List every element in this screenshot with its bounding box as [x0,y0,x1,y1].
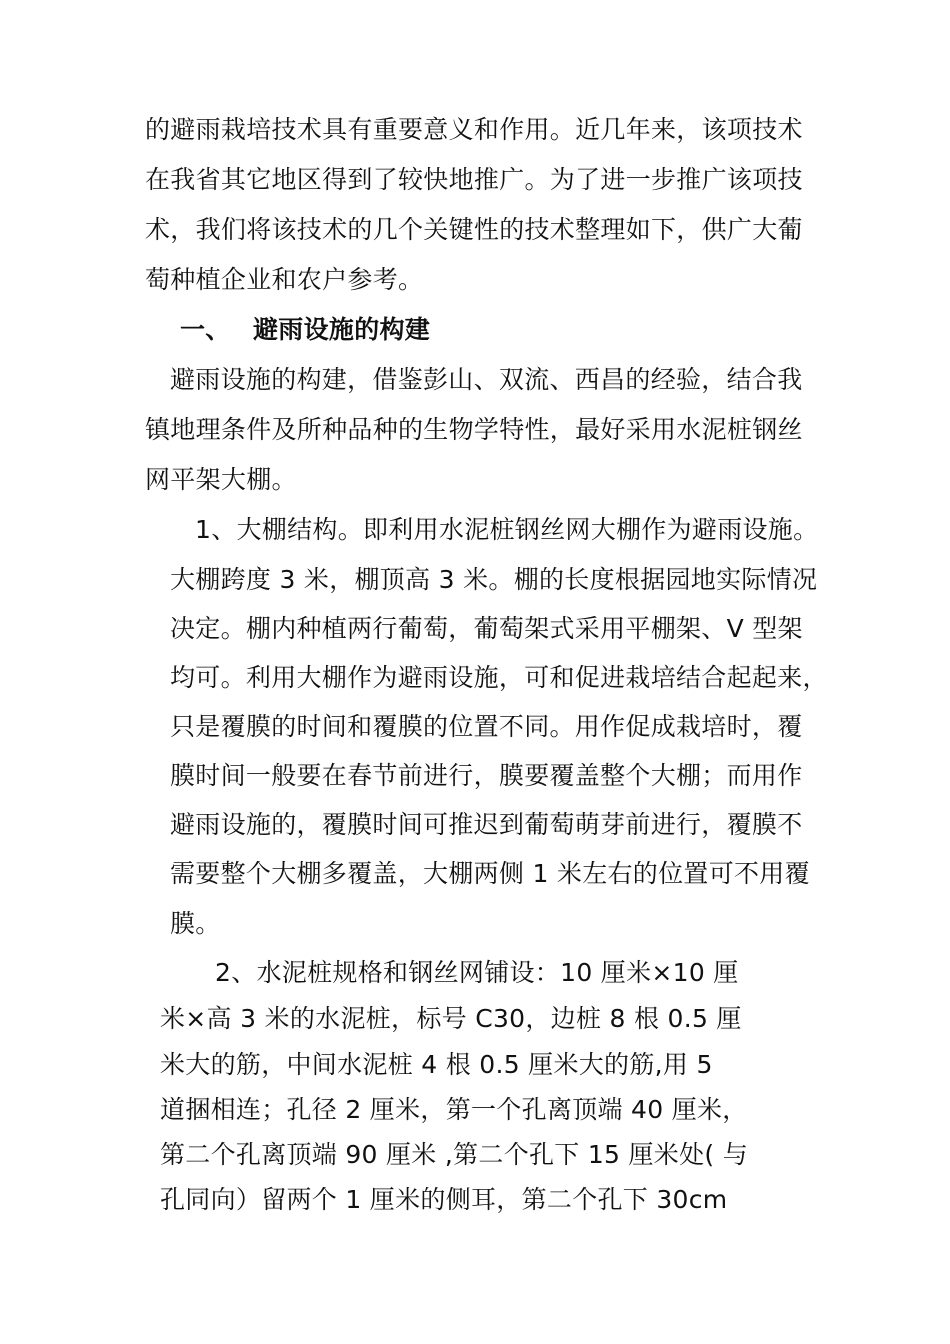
item2-line-3: 米大的筋，中间水泥桩 4 根 0.5 厘米大的筋,用 5 [160,1050,713,1079]
item2-line-2: 米×高 3 米的水泥桩，标号 C30，边桩 8 根 0.5 厘 [160,1004,742,1033]
section-line-2: 镇地理条件及所种品种的生物学特性，最好采用水泥桩钢丝 [145,415,803,444]
item2-line-1: 2、水泥桩规格和钢丝网铺设：10 厘米×10 厘 [215,958,739,987]
item1-line-3: 决定。棚内种植两行葡萄，葡萄架式采用平棚架、V 型架 [170,614,803,643]
item1-line-7: 避雨设施的，覆膜时间可推迟到葡萄萌芽前进行，覆膜不 [170,810,803,839]
item1-line-4: 均可。利用大棚作为避雨设施，可和促进栽培结合起起来， [170,663,828,692]
item2-line-5: 第二个孔离顶端 90 厘米 ,第二个孔下 15 厘米处( 与 [160,1140,749,1169]
section-heading-number: 一、 [180,315,231,344]
item1-line-1: 1、大棚结构。即利用水泥桩钢丝网大棚作为避雨设施。 [195,515,819,544]
item1-line-6: 膜时间一般要在春节前进行，膜要覆盖整个大棚；而用作 [170,761,803,790]
item2-line-4: 道捆相连；孔径 2 厘米，第一个孔离顶端 40 厘米， [160,1095,748,1124]
intro-line-4: 萄种植企业和农户参考。 [145,265,424,294]
item1-line-8: 需要整个大棚多覆盖，大棚两侧 1 米左右的位置可不用覆 [170,859,810,888]
intro-line-1: 的避雨栽培技术具有重要意义和作用。近几年来，该项技术 [145,115,803,144]
item1-line-9: 膜。 [170,909,221,938]
item1-line-2: 大棚跨度 3 米，棚顶高 3 米。棚的长度根据园地实际情况 [170,565,818,594]
item1-line-5: 只是覆膜的时间和覆膜的位置不同。用作促成栽培时，覆 [170,712,803,741]
item2-line-6: 孔同向）留两个 1 厘米的侧耳，第二个孔下 30cm [160,1185,728,1214]
section-heading-title: 避雨设施的构建 [253,315,431,344]
intro-line-3: 术，我们将该技术的几个关键性的技术整理如下，供广大葡 [145,215,803,244]
section-line-3: 网平架大棚。 [145,465,297,494]
section-line-1: 避雨设施的构建，借鉴彭山、双流、西昌的经验，结合我 [170,365,803,394]
intro-line-2: 在我省其它地区得到了较快地推广。为了进一步推广该项技 [145,165,803,194]
